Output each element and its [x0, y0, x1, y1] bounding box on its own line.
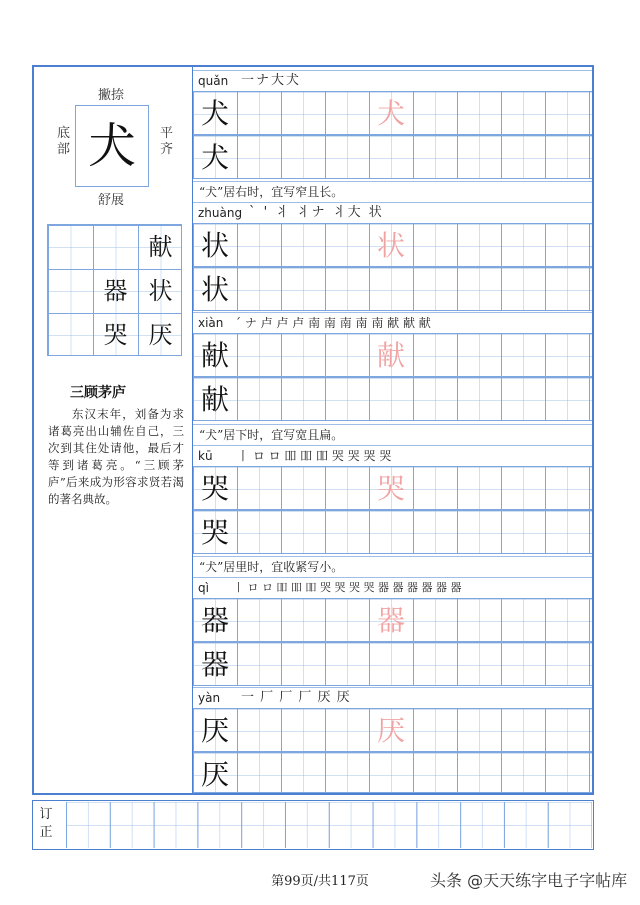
practice-row — [193, 267, 592, 311]
trace-char: 献 — [376, 339, 405, 372]
mini-grid-char: 器 — [103, 277, 128, 305]
practice-header — [193, 577, 592, 598]
practice-row — [193, 642, 592, 686]
practice-header — [193, 70, 592, 91]
practice-header — [193, 687, 592, 708]
practice-row — [193, 135, 592, 179]
stroke-order: ` ' 丬 丬ナ 丬大 状 — [249, 205, 384, 220]
practice-row — [193, 752, 592, 793]
pinyin: qì — [198, 581, 209, 595]
model-char: 厌 — [200, 714, 229, 747]
model-char: 献 — [200, 339, 229, 372]
practice-row — [193, 466, 592, 510]
bottom-label: 舒展 — [98, 193, 125, 208]
practice-row — [193, 708, 592, 752]
practice-row — [193, 91, 592, 135]
model-char: 犬 — [200, 97, 229, 130]
model-char: 厌 — [200, 758, 229, 791]
mini-grid-char: 哭 — [103, 321, 128, 349]
pinyin: zhuàng — [198, 206, 243, 220]
practice-row — [193, 223, 592, 267]
stroke-order: 丨 ロ ロ 吅 吅 吅 哭 哭 哭 哭 器 器 器 器 器 器 — [233, 581, 462, 594]
pinyin: xiàn — [198, 316, 224, 330]
stroke-order: 一ナ大犬 — [241, 73, 302, 88]
story-title: 三顾茅庐 — [70, 385, 126, 401]
main-character-box — [75, 105, 149, 187]
mini-grid-char: 献 — [148, 233, 173, 261]
tip-line — [193, 556, 592, 577]
trace-char: 哭 — [376, 472, 405, 505]
correction-grid — [66, 802, 592, 848]
mini-grid-char: 状 — [148, 277, 173, 305]
correction-label: 订正 — [39, 807, 53, 840]
mini-grid-char: 厌 — [148, 321, 173, 349]
pinyin: yàn — [198, 691, 221, 705]
writing-tip: “犬”居里时，宜收紧写小。 — [199, 560, 344, 574]
pinyin: kū — [198, 449, 213, 463]
model-char: 献 — [200, 383, 229, 416]
stroke-order: ˊ ナ 卢 卢 卢 南 南 南 南 南 献 献 献 — [235, 316, 431, 330]
writing-tip: “犬”居右时，宜写窄且长。 — [199, 185, 344, 199]
trace-char: 厌 — [376, 714, 405, 747]
story-text: 东汉末年，刘备为求诸葛亮出山辅佐自己，三次到其住处请他，最后才等到诸葛亮。“三顾茅庐”后来成为形容求贤若渴的著名典故。 — [48, 407, 184, 506]
model-char: 哭 — [200, 472, 229, 505]
model-char: 犬 — [200, 141, 229, 174]
practice-header — [193, 445, 592, 466]
pinyin: quǎn — [198, 74, 229, 88]
page-number: 第99页/共117页 — [271, 874, 369, 889]
trace-char: 犬 — [376, 97, 405, 130]
model-char: 状 — [200, 273, 229, 306]
main-character: 犬 — [87, 118, 136, 174]
practice-row — [193, 510, 592, 554]
practice-row — [193, 333, 592, 377]
left-label: 底部 — [57, 126, 71, 157]
model-char: 哭 — [200, 516, 229, 549]
watermark: 头条 @天天练字电子字帖库 — [430, 871, 628, 890]
practice-row — [193, 598, 592, 642]
model-char: 器 — [200, 648, 229, 681]
model-char: 状 — [200, 229, 229, 262]
stroke-order: 丨 ロ ロ 吅 吅 吅 哭 哭 哭 哭 — [237, 449, 392, 463]
tip-line — [193, 181, 592, 202]
practice-row — [193, 377, 592, 421]
writing-tip: “犬”居下时，宜写宽且扁。 — [199, 428, 344, 442]
right-label: 平齐 — [160, 126, 174, 157]
stroke-order: 一 厂 厂 厂 厌 厌 — [241, 690, 351, 705]
mini-grid — [47, 224, 182, 356]
practice-header — [193, 202, 592, 223]
model-char: 器 — [200, 604, 229, 637]
trace-char: 状 — [376, 229, 405, 262]
tip-line — [193, 424, 592, 445]
trace-char: 器 — [376, 604, 405, 637]
top-label: 撇捺 — [98, 88, 125, 103]
practice-header — [193, 312, 592, 333]
